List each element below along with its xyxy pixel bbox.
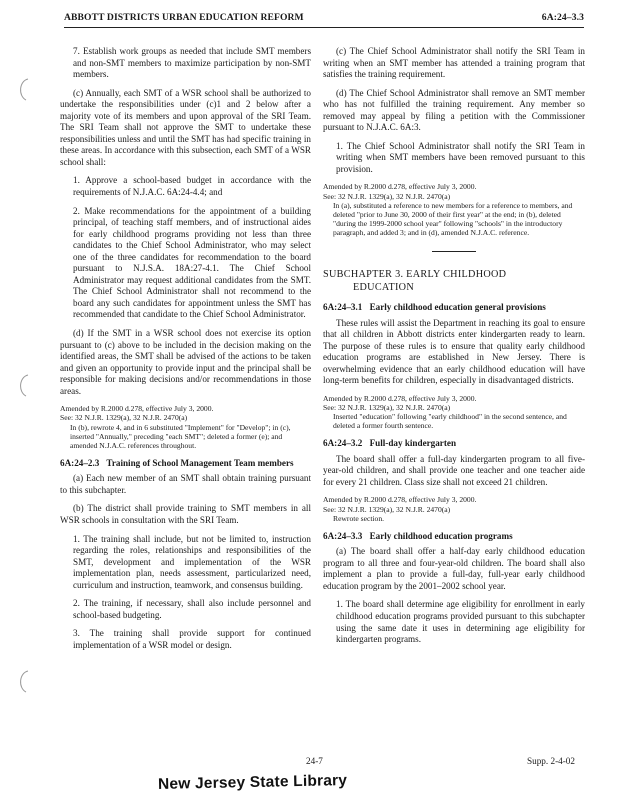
history-line: In (a), substituted a reference to new members for a reference to members, and deleted "prior to June 30, 2000 of their first year" at the end; in (b), deleted "during the 1999-2000 school year" following "schools" in the introductory paragraph, and added 3; and in (d), amended N.J.A.C. reference. [333,200,573,237]
history-note [323,495,585,522]
paragraph: 1. The board shall determine age eligibility for enrollment in early childhood education programs provided pursuant to this subchapter using the same date it uses in determining age eligibility for kindergarten programs. [336,599,585,645]
section-number: 6A:24–3.3 [323,530,363,541]
history-line: Amended by R.2000 d.278, effective July 3, 2000. [323,182,477,192]
paragraph: 2. Make recommendations for the appointment of a building principal, of teaching staff members, and of instructional aides for early childhood programs providing not less than three candidates to the Chief School Administrator, who may select one of the three candidates for recommendation to the board pursuant to N.J.S.A. 18A:27-4.1. The Chief School Administrator may request additional candidates from the SMT. The Chief School Administrator shall not recommend to the board any such candidates for appointment unless the SMT has recommended that candidate to the Chief School Administrator. [73,205,311,320]
history-line: In (b), rewrote 4, and in 6 substituted "Implement" for "Develop"; in (c), inserted "Annually," preceding "each SMT"; deleted a former (e); and amended N.J.A.C. references throughout. [70,422,291,450]
paragraph: (a) Each new member of an SMT shall obtain training pursuant to this subchapter. [60,473,311,495]
paragraph: (d) If the SMT in a WSR school does not exercise its option pursuant to (c) above to be included in the decision making on the identified areas, the SMT shall be advised of the actions to be taken and given an opportunity to provide input and the principal shall be responsible for making decisions and/or recommendations in those areas. [60,328,311,396]
paragraph: The board shall offer a full-day kindergarten program to all five-year-old children, and shall provide one teacher and one teacher aide for every 21 children. Class size shall not exceed 21 children. [323,453,585,487]
paragraph: (b) The district shall provide training to SMT members in all WSR schools in consultation with the SRI Team. [60,503,311,525]
section-title: Early childhood education programs [369,530,513,541]
history-line: See: 32 N.J.R. 1329(a), 32 N.J.R. 2470(a) [323,402,451,412]
section-title: Early childhood education general provisions [369,302,546,313]
section-number: 6A:24–3.1 [323,302,363,313]
paragraph: 7. Establish work groups as needed that include SMT members and non-SMT members to maximize participation by non-SMT members. [73,46,311,80]
history-line: Amended by R.2000 d.278, effective July 3, 2000. [60,404,214,414]
paragraph: 1. Approve a school-based budget in accordance with the requirements of N.J.A.C. 6A:24-4.4; and [73,175,311,198]
section-title: Full-day kindergarten [369,438,457,449]
history-line: Rewrote section. [333,513,385,523]
history-line: Amended by R.2000 d.278, effective July 3, 2000. [323,495,477,505]
section-heading [323,531,585,543]
section-heading [323,302,585,314]
section-number: 6A:24–3.2 [323,438,363,449]
history-line: See: 32 N.J.R. 1329(a), 32 N.J.R. 2470(a) [323,191,451,201]
history-note [60,404,311,449]
section-heading [323,438,585,450]
paragraph: 1. The Chief School Administrator shall notify the SRI Team in writing when SMT members have been removed pursuant to this provision. [336,140,585,174]
punch-hole-icon [14,76,36,104]
paragraph: 1. The training shall include, but not be limited to, instruction regarding the roles, relationships and responsibilities of the SMT, development and implementation of the WSR implementation plan, needs assessment, particularized need, curriculum and instruction, teamwork, and consensus building. [73,533,311,590]
paragraph: 3. The training shall provide support for continued implementation of a WSR model or design. [73,628,311,650]
punch-hole-icon [14,668,36,696]
paragraph: 2. The training, if necessary, shall also include personnel and school-based budgeting. [73,598,311,620]
paragraph: These rules will assist the Department in reaching its goal to ensure that all children in Abbott districts enter kindergarten ready to learn. The purpose of these rules is to ensure that quality early childhood education programs are established in New Jersey. There is overwhelming evidence that an early childhood education will have long-term benefits for children, especially in disadvantaged districts. [323,317,585,386]
header-rule [64,27,584,28]
paragraph: (c) Annually, each SMT of a WSR school shall be authorized to undertake the responsibilities under (c)1 and 2 below after a majority vote of its members and upon approval of the SRI Team. The SRI Team shall not approve the SMT to undertake these responsibilities unless and until the SMT has had specific training in these areas. In accordance with this subsection, each SMT of a WSR school shall: [60,87,311,167]
history-note [323,394,585,430]
right-column [323,46,585,653]
history-line: Amended by R.2000 d.278, effective July 3, 2000. [323,393,477,403]
punch-hole-icon [14,372,36,400]
header-section-number: 6A:24–3.3 [541,12,584,23]
paragraph: (c) The Chief School Administrator shall notify the SRI Team in writing when an SMT member has attended a training program that satisfies the training requirement. [323,46,585,80]
paragraph: (d) The Chief School Administrator shall remove an SMT member who has not fulfilled the training requirement. Any member so removed may appeal by filing a petition with the Commissioner pursuant to N.J.A.C. 6A:3. [323,87,585,133]
page-number: 24-7 [306,756,323,766]
section-number: 6A:24–2.3 [60,457,100,468]
history-line: See: 32 N.J.R. 1329(a), 32 N.J.R. 2470(a) [323,504,451,514]
paragraph: (a) The board shall offer a half-day early childhood education program to all three and four-year-old children. The board shall also implement a plan to provide a full-day, full-year early childhood education program by the 2001–2002 school year. [323,546,585,591]
subchapter-heading [323,268,585,294]
header-title: ABBOTT DISTRICTS URBAN EDUCATION REFORM [64,12,304,23]
running-header [64,12,584,26]
supplement-label: Supp. 2-4-02 [527,756,575,766]
left-column [60,46,311,658]
subchapter-title: SUBCHAPTER 3. EARLY CHILDHOOD [323,269,507,281]
history-note [323,182,585,237]
section-separator [432,251,476,252]
library-stamp: New Jersey State Library [157,772,348,793]
subchapter-title-line2: EDUCATION [353,282,414,294]
section-title: Training of School Management Team members [106,457,294,468]
history-line: See: 32 N.J.R. 1329(a), 32 N.J.R. 2470(a) [60,413,188,423]
history-line: Inserted "education" following "early childhood" in the second sentence, and deleted a former fourth sentence. [333,412,567,431]
section-heading [60,458,311,470]
